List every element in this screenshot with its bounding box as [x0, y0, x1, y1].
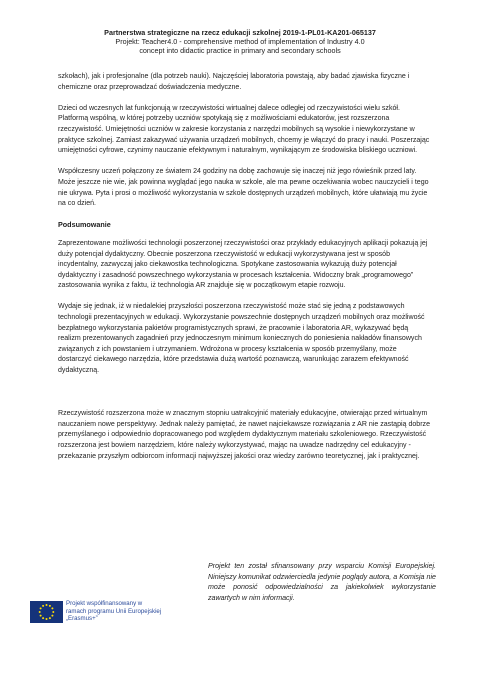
- spacer: [58, 387, 430, 409]
- eu-text-line: ramach programu Unii Europejskiej: [66, 607, 162, 615]
- header-title: Partnerstwa strategiczne na rzecz edukacji szkolnej 2019-1-PL01-KA201-065137: [104, 28, 376, 37]
- paragraph: Rzeczywistość rozszerzona może w znacznym stopniu uatrakcyjnić materiały edukacyjne, otwierając przed wirtualnym nauczaniem nowe perspektywy. Jednak należy pamiętać, że nawet najciekawsze rozwiązania z AR nie zastąpią dobrze przemyślanego i odpowiednio dopracowanego pod względem dydaktycznym materiału szkoleniowego. Rzeczywistość rozszerzona jest bowiem narzędziem, które należy wykorzystywać, mając na uwadze nadrzędny cel edukacyjny - przekazanie przyszłym odbiorcom informacji najwyższej jakości oraz wiedzy zarówno teoretycznej, jak i praktycznej.: [58, 410, 430, 460]
- paragraph: szkołach), jak i profesjonalne (dla potrzeb nauki). Najczęściej laboratoria powstają, aby badać zjawiska fizyczne i chemiczne oraz przeprowadzać doświadczenia medyczne.: [58, 73, 410, 91]
- section-heading-summary: Podsumowanie: [58, 220, 111, 230]
- header-project-line: Projekt: Teacher4.0 - comprehensive method of implementation of Industry 4.0: [115, 37, 365, 46]
- header-project-line-2: concept into didactic practice in primary and secondary schools: [139, 46, 341, 55]
- eu-text-line: „Erasmus+”: [66, 615, 98, 623]
- eu-text-line: Projekt współfinansowany w: [66, 600, 143, 607]
- paragraph: Dzieci od wczesnych lat funkcjonują w rzeczywistości wirtualnej dalece odległej od rzeczywistości wielu szkół. Platformą wspólną, w której potrzeby uczniów spotykają się z możliwościami edukatorów, jest rozszerzona rzeczywistość. Umiejętności uczniów w zakresie korzystania z narzędzi mobilnych są wysokie i niewykorzystane w praktyce szkolnej. Zamiast zakazywać używania urządzeń mobilnych, chcemy je włączyć do pracy i nauki. Poszerzając umiejętności cyfrowe, czynimy nauczanie efektywnym i naturalnym, wynikającym ze środowiska bliskiego uczniowi.: [58, 104, 430, 155]
- document-body: [58, 72, 430, 473]
- eu-disclaimer: Projekt ten został sfinansowany przy wsparciu Komisji Europejskiej. Niniejszy komunikat odzwierciedla jedynie poglądy autora, a Komisja nie może ponosić odpowiedzialności za jakiekolwiek wykorzystanie zawartych w nim informacji.: [208, 562, 436, 602]
- eu-cofinancing-text: [66, 600, 181, 623]
- paragraph: Współczesny uczeń połączony ze światem 24 godziny na dobę zachowuje się inaczej niż jego rówieśnik przed laty. Może jeszcze nie wie, jak powinna wyglądać jego nauka w szkole, ale ma pewne oczekiwania wobec nauczycieli i tego nie ukrywa. Pyta i prosi o możliwość wykorzystania w szkole dostępnych urządzeń mobilnych, które ułatwiają mu życie na co dzień.: [58, 168, 429, 208]
- eu-flag-logo: [30, 601, 63, 623]
- paragraph: Wydaje się jednak, iż w niedalekiej przyszłości poszerzona rzeczywistość może stać się jedną z podstawowych technologii prezentacyjnych w edukacji. Wykorzystanie powszechnie dostępnych urządzeń mobilnych oraz możliwość bezpłatnego wykorzystania pakietów programistycznych sprawi, że pracownie i laboratoria AR, wykazywać będą realizm prezentowanych zagadnień przy jednoczesnym minimum koniecznych do poniesienia nakładów finansowych związanych z ich powstaniem i utrzymaniem. Wdrożona w procesy kształcenia w sposób przemyślany, może dostarczyć ciekawego narzędzia, które przedstawia dużą wartość poznawczą, warunkując zarazem efektywność dydaktyczną.: [58, 303, 425, 375]
- page-header: [0, 28, 480, 55]
- paragraph: Zaprezentowane możliwości technologii poszerzonej rzeczywistości oraz przykłady edukacyjnych aplikacji pokazują jej duży potencjał dydaktyczny. Obecnie poszerzona rzeczywistość w edukacji wykorzystywana jest w sposób incydentalny, zazwyczaj jako ciekawostka technologiczna. Spotykane zastosowania wykazują duży potencjał dydaktyczny i zasadność powszechnego wykorzystania w procesach kształcenia. Widoczny brak „programowego” zastosowania wynika z faktu, iż technologia AR znajduje się w początkowym etapie rozwoju.: [58, 239, 428, 290]
- eu-stars-icon: [30, 601, 63, 623]
